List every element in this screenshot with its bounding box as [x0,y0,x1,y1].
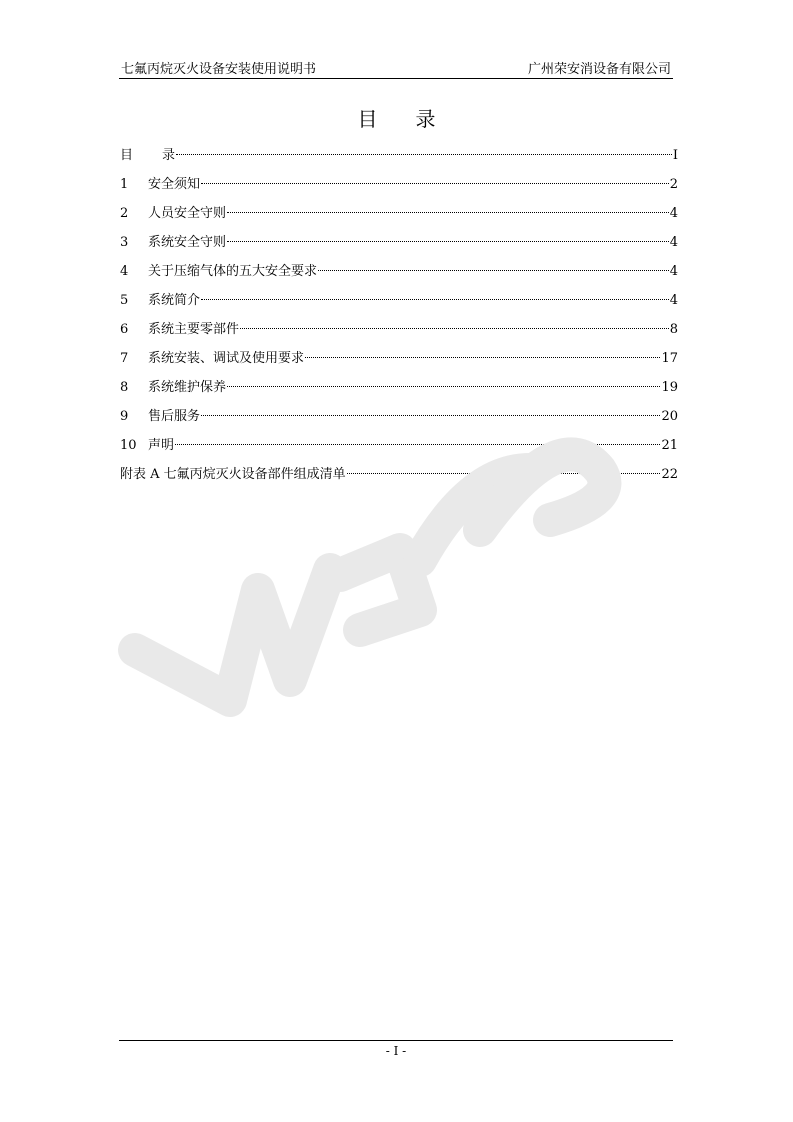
toc-entry[interactable] [120,175,678,204]
toc-entry-label: 售后服务 [148,409,201,424]
toc-leader-dots [347,473,661,474]
page-header [119,58,673,79]
page-number: - I - [385,1044,407,1058]
toc-entry[interactable] [120,233,678,262]
toc-entry-page: 22 [661,467,678,482]
toc-entry-page: 21 [661,438,678,453]
toc-entry[interactable] [120,262,678,291]
toc-entry-number: 目 [120,148,134,163]
toc-entry-page: 4 [669,235,678,250]
toc-entry-label: 关于压缩气体的五大安全要求 [148,264,318,279]
toc-leader-dots [305,357,660,358]
toc-entry-label: 安全须知 [148,177,201,192]
toc-entry-page: 8 [669,322,678,337]
toc-entry[interactable] [120,320,678,349]
toc-title-part1: 目 [357,107,378,131]
toc-entry-label: 人员安全守则 [148,206,227,221]
toc-title [0,103,793,132]
toc-entry-number: 9 [120,409,129,424]
toc-leader-dots [175,444,660,445]
toc-entry[interactable] [120,378,678,407]
toc-entry[interactable] [120,407,678,436]
toc-entry-label: 系统维护保养 [148,380,227,395]
toc-entry[interactable] [120,291,678,320]
toc-leader-dots [240,328,669,329]
toc-leader-dots [227,212,669,213]
toc-entry-label: 系统安装、调试及使用要求 [148,351,305,366]
toc-entry-page: 4 [669,206,678,221]
toc-entry-label: 系统简介 [148,293,201,308]
toc-entry-page: 20 [661,409,678,424]
toc-leader-dots [318,270,669,271]
toc-entry-page: 4 [669,293,678,308]
toc-entry-label: 附表 A 七氟丙烷灭火设备部件组成清单 [120,467,346,482]
header-document-title: 七氟丙烷灭火设备安装使用说明书 [121,62,317,77]
toc-entry[interactable] [120,204,678,233]
header-company-name: 广州荣安消设备有限公司 [527,62,671,77]
toc-entry-page: I [672,148,678,163]
toc-entry[interactable] [120,349,678,378]
toc-entry-appendix[interactable] [120,465,678,494]
page-footer [119,1040,673,1058]
toc-entry-page: 4 [669,264,678,279]
toc-entry-label: 录 [162,148,176,163]
toc-leader-dots [227,386,660,387]
toc-leader-dots [227,241,669,242]
toc-entry-number: 6 [120,322,129,337]
toc-entry-page: 19 [661,380,678,395]
toc-entry-label: 系统主要零部件 [148,322,240,337]
toc-entry-page: 17 [661,351,678,366]
table-of-contents [120,146,678,494]
toc-entry-number: 8 [120,380,129,395]
toc-entry-contents[interactable] [120,146,678,175]
toc-entry-page: 2 [669,177,678,192]
toc-entry-label: 声明 [148,438,175,453]
toc-entry-number: 3 [120,235,129,250]
toc-entry-number: 4 [120,264,129,279]
toc-entry[interactable] [120,436,678,465]
toc-entry-number: 10 [120,438,137,453]
toc-leader-dots [201,415,660,416]
toc-leader-dots [176,154,672,155]
toc-entry-label: 系统安全守则 [148,235,227,250]
toc-entry-number: 5 [120,293,129,308]
toc-leader-dots [201,299,669,300]
toc-entry-number: 1 [120,177,129,192]
toc-entry-number: 7 [120,351,129,366]
toc-entry-number: 2 [120,206,129,221]
toc-title-part2: 录 [415,107,436,131]
toc-leader-dots [201,183,669,184]
